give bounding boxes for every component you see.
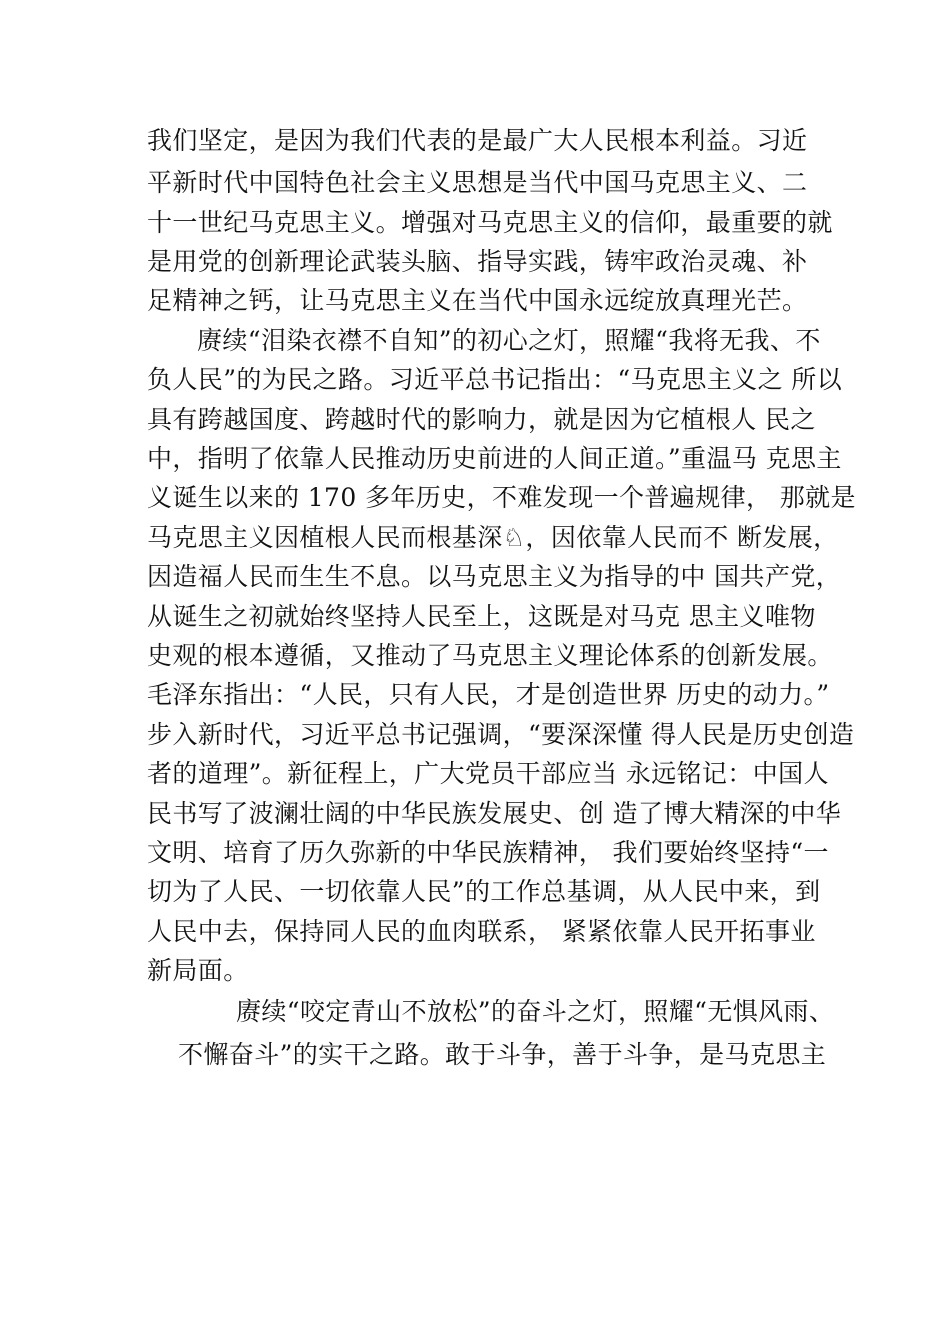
text-line: 人民中去，保持同人民的血肉联系， 紧紧依靠人民开拓事业	[147, 917, 816, 946]
text-line: 足精神之钙，让马克思主义在当代中国永远绽放真理光芒。	[147, 286, 808, 315]
text-line: 者的道理”。新征程上，广大党员干部应当 永远铭记：中国人	[147, 759, 829, 788]
text-line: 文明、培育了历久弥新的中华民族精神， 我们要始终坚持“一	[147, 838, 829, 867]
text-line: 新局面。	[147, 956, 249, 985]
text-line: 切为了人民、一切依靠人民”的工作总基调，从人民中来，到	[147, 877, 821, 906]
text-line: 因造福人民而生生不息。以马克思主义为指导的中 国共产党，	[147, 562, 842, 591]
text-line: 具有跨越国度、跨越时代的影响力，就是因为它植根人 民之	[147, 405, 816, 434]
text-line: 民书写了波澜壮阔的中华民族发展史、创 造了博大精深的中华	[147, 799, 842, 828]
text-line: 赓续“泪染衣襟不自知”的初心之灯，照耀“我将无我、不	[197, 326, 821, 355]
text-line: 负人民”的为民之路。习近平总书记指出：“马克思主义之 所以	[147, 365, 843, 394]
text-line: 平新时代中国特色社会主义思想是当代中国马克思主义、二	[147, 168, 808, 197]
text-line: 马克思主义因植根人民而根基深♘，因依靠人民而不 断发展，	[147, 523, 839, 552]
text-line: 不懈奋斗”的实干之路。敢于斗争，善于斗争，是马克思主	[178, 1040, 827, 1069]
text-line: 义诞生以来的 170 多年历史，不难发现一个普遍规律， 那就是	[147, 483, 856, 512]
text-line: 步入新时代，习近平总书记强调，“要深深懂 得人民是历史创造	[147, 720, 855, 749]
text-line: 中，指明了依靠人民推动历史前进的人间正道。”重温马 克思主	[147, 444, 842, 473]
text-line: 赓续“咬定青山不放松”的奋斗之灯，照耀“无惧风雨、	[236, 997, 835, 1026]
text-line: 是用党的创新理论武装头脑、指导实践，铸牢政治灵魂、补	[147, 247, 808, 276]
text-line: 从诞生之初就始终坚持人民至上，这既是对马克 思主义唯物	[147, 602, 816, 631]
text-line: 我们坚定，是因为我们代表的是最广大人民根本利益。习近	[147, 126, 808, 155]
text-line: 毛泽东指出：“人民，只有人民，才是创造世界 历史的动力。”	[147, 680, 830, 709]
text-line: 史观的根本遵循，又推动了马克思主义理论体系的创新发展。	[147, 641, 833, 670]
text-line: 十一世纪马克思主义。增强对马克思主义的信仰，最重要的就	[147, 208, 833, 237]
